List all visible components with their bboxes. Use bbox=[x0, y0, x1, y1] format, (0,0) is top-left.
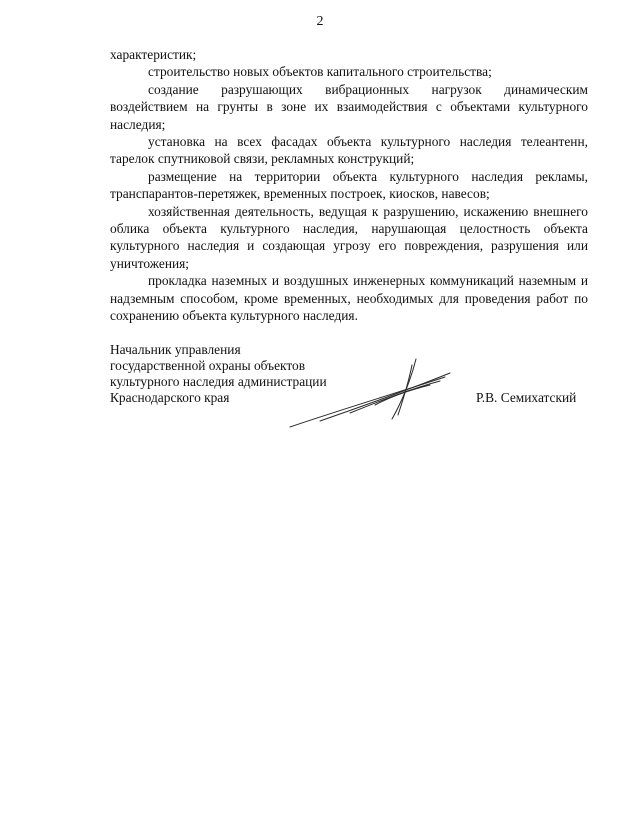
page-number: 2 bbox=[316, 14, 324, 29]
document-body bbox=[110, 46, 588, 325]
position-line-2: государственной охраны объектов bbox=[110, 358, 306, 373]
paragraph-7: прокладка наземных и воздушных инженерных коммуникаций наземным и надземным способом, кроме временных, необходимых для проведения работ по сохранению объекта культурного наследия. bbox=[110, 273, 588, 324]
paragraph-5: размещение на территории объекта культурного наследия рекламы, транспарантов-перетяжек, временных построек, киосков, навесов; bbox=[110, 168, 588, 202]
paragraph-1: характеристик; bbox=[110, 47, 197, 62]
position-line-3: культурного наследия администрации bbox=[110, 374, 327, 389]
position-line-1: Начальник управления bbox=[110, 342, 241, 357]
handwritten-signature bbox=[280, 355, 460, 435]
paragraph-6: хозяйственная деятельность, ведущая к разрушению, искажению внешнего облика объекта культурного наследия, нарушающая целостность объекта культурного наследия и создающая угрозу его повреждения, разрушения или уничтожения; bbox=[110, 203, 588, 271]
paragraph-3: создание разрушающих вибрационных нагрузок динамическим воздействием на грунты в зоне их взаимодействия с объектами культурного наследия; bbox=[110, 81, 588, 132]
signer-name: Р.В. Семихатский bbox=[476, 390, 577, 405]
paragraph-2: строительство новых объектов капитального строительства; bbox=[148, 64, 492, 80]
paragraph-4: установка на всех фасадах объекта культурного наследия телеантенн, тарелок спутниковой связи, рекламных конструкций; bbox=[110, 134, 588, 167]
position-line-4: Краснодарского края bbox=[110, 390, 230, 405]
